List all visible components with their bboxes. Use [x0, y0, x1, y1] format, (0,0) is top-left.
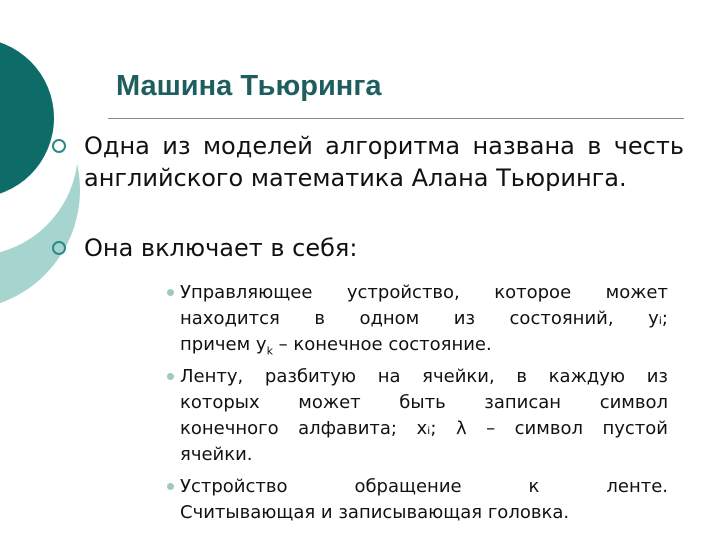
filled-bullet-icon — [167, 373, 174, 380]
subitem-2 — [180, 364, 668, 468]
subitem-3-line: Считывающая и записывающая головка. — [180, 502, 570, 523]
hollow-bullet-icon — [52, 139, 66, 153]
filled-bullet-icon — [167, 289, 174, 296]
subitem-3 — [180, 474, 668, 526]
subitem-1-last-prefix: причем y — [180, 334, 267, 355]
subitem-3-line: Устройство обращение к ленте. — [180, 476, 668, 497]
bullet-1-text: Одна из моделей алгоритма названа в честь английского математика Алана Тьюринга. — [84, 132, 684, 192]
hollow-bullet-icon — [52, 241, 66, 255]
subitem-1 — [180, 280, 668, 365]
slide-title: Машина Тьюринга — [116, 70, 382, 102]
subitem-1-last-suffix: – конечное состояние. — [272, 334, 492, 355]
subitem-1-line: находится в одном из состояний, yᵢ; — [180, 308, 668, 329]
bullet-2-text: Она включает в себя: — [84, 234, 358, 262]
bullet-1 — [84, 130, 684, 194]
title-divider — [108, 118, 684, 119]
subitem-2-line: конечного алфавита; xᵢ; λ – символ пустой — [180, 418, 668, 439]
subitem-2-line: ячейки. — [180, 444, 253, 465]
bullet-2 — [84, 232, 684, 264]
subitem-1-line: Управляющее устройство, которое может — [180, 282, 668, 303]
filled-bullet-icon — [167, 483, 174, 490]
subitem-2-line: Ленту, разбитую на ячейки, в каждую из — [180, 366, 668, 387]
subitem-1-subscript: k — [266, 344, 273, 358]
subitem-1-last-line — [180, 332, 668, 365]
subitem-2-line: которых может быть записан символ — [180, 392, 668, 413]
